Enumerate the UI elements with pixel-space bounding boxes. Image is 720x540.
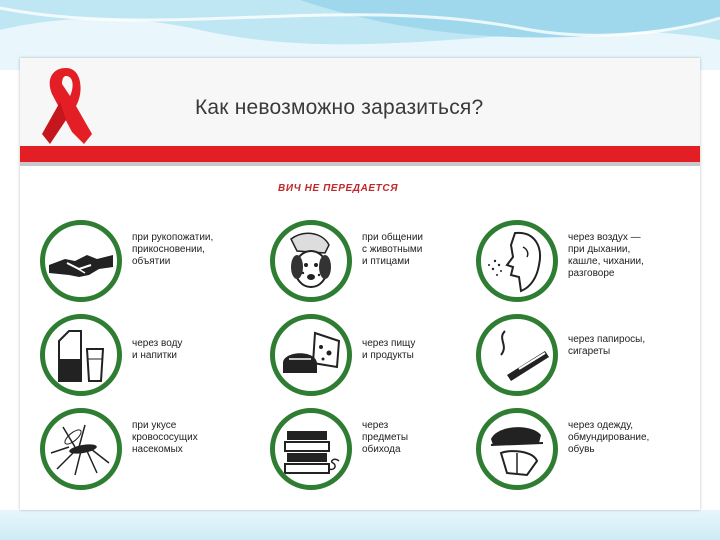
list-item <box>476 408 696 496</box>
list-item <box>40 314 260 402</box>
item-caption: через папиросы, сигареты <box>568 334 646 357</box>
item-caption: через одежду, обмундирование, обувь <box>568 420 650 455</box>
item-caption: через воздух — при дыхании, кашле, чихании, разговоре <box>568 232 644 279</box>
list-item <box>270 314 490 402</box>
item-caption: через предметы обихода <box>362 420 409 455</box>
books-icon <box>270 408 352 490</box>
page-title: Как невозможно заразиться? <box>195 96 484 119</box>
list-item <box>40 220 260 308</box>
cigarette-icon <box>476 314 558 396</box>
aids-ribbon-icon <box>26 62 106 148</box>
item-caption: при рукопожатии, прикосновении, объятии <box>132 232 214 267</box>
item-caption: через пищу и продукты <box>362 338 416 361</box>
subtitle: ВИЧ НЕ ПЕРЕДАЕТСЯ <box>278 183 399 194</box>
cough-face-icon <box>476 220 558 302</box>
item-caption: через воду и напитки <box>132 338 183 361</box>
slide-card <box>20 58 700 510</box>
handshake-icon <box>40 220 122 302</box>
list-item <box>476 314 696 402</box>
list-item <box>40 408 260 496</box>
header <box>20 58 700 146</box>
food-icon <box>270 314 352 396</box>
list-item <box>270 408 490 496</box>
gray-divider <box>20 162 700 166</box>
item-caption: при общении с животными и птицами <box>362 232 424 267</box>
mosquito-icon <box>40 408 122 490</box>
red-divider <box>20 146 700 162</box>
dog-icon <box>270 220 352 302</box>
list-item <box>270 220 490 308</box>
background-footer <box>0 510 720 540</box>
drinks-icon <box>40 314 122 396</box>
item-caption: при укусе кровососущих насекомых <box>132 420 198 455</box>
clothes-icon <box>476 408 558 490</box>
list-item <box>476 220 696 308</box>
